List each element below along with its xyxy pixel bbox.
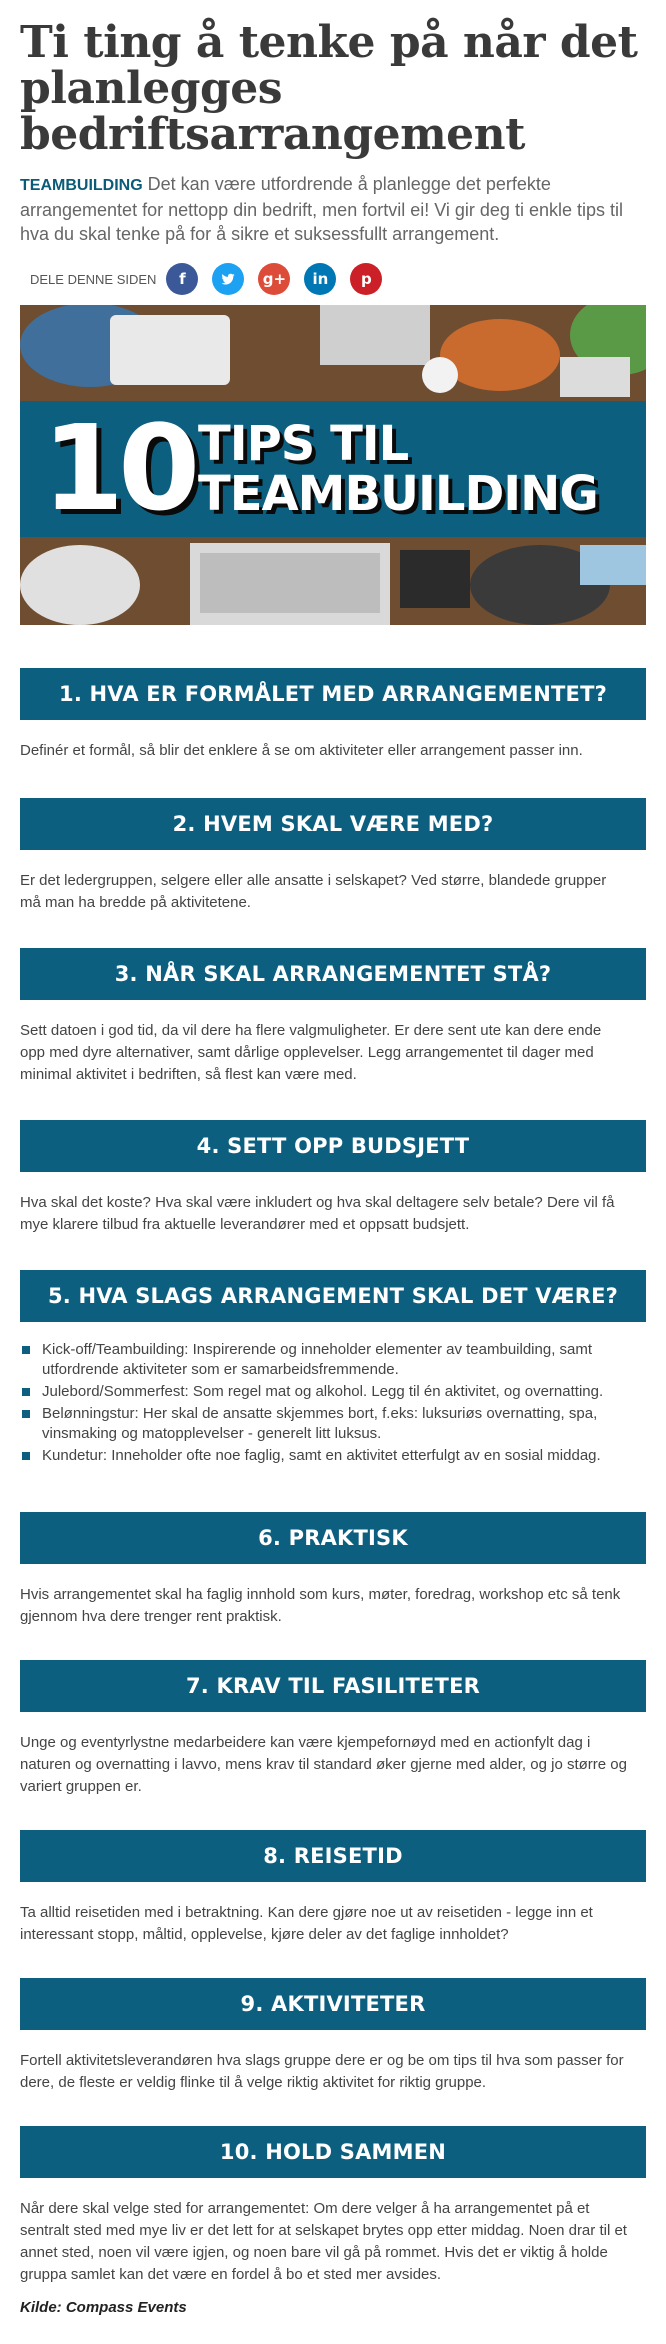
share-label: DELE DENNE SIDEN	[30, 271, 157, 287]
section-text: Hvis arrangementet skal ha faglig innhold som kurs, møter, foredrag, workshop etc så tenk gjennom hva dere trenger rent praktisk.	[20, 1586, 621, 1625]
tip-section-7	[20, 1660, 646, 1798]
list-item: Kundetur: Inneholder ofte noe faglig, samt en aktivitet etterfulgt av en sosial middag.	[20, 1446, 630, 1466]
tip-section-4	[20, 1120, 646, 1236]
bullet-square-icon	[22, 1388, 30, 1396]
section-text: Unge og eventyrlystne medarbeidere kan være kjempefornøyd med en actionfylt dag i naturen og overnatting i lavvo, mens krav til standard øker gjerne med alder, og jo større og variert gruppen er.	[20, 1734, 627, 1795]
tip-section-9	[20, 1978, 646, 2094]
bullet-square-icon	[22, 1410, 30, 1418]
list-item: Belønningstur: Her skal de ansatte skjemmes bort, f.eks: luksuriøs overnatting, spa, vinsmaking og matopplevelser - generelt litt luksus.	[20, 1404, 630, 1444]
tip-section-3	[20, 948, 646, 1086]
category-tag[interactable]: TEAMBUILDING	[20, 177, 143, 194]
pinterest-icon: p	[361, 270, 372, 288]
page-title: Ti ting å tenke på når det planlegges bedriftsarrangement	[20, 17, 638, 160]
section-text: Når dere skal velge sted for arrangementet: Om dere velger å ha arrangementet på et sentralt sted med mye liv er det lett for at selskapet brytes opp etter middag. Noen drar til et annet sted, noen vil være igjen, og noen bare vil gå på rommet. Hvis det er viktig å holde gruppa samlet kan det være en fordel å bo et sted mer avsides.	[20, 2200, 627, 2283]
linkedin-icon: in	[312, 270, 329, 288]
tip-section-10	[20, 2126, 646, 2286]
hero-image	[20, 305, 646, 625]
pinterest-share-button[interactable]	[350, 263, 382, 295]
share-bar	[20, 262, 396, 296]
section-heading: 3. NÅR SKAL ARRANGEMENTET STÅ?	[20, 948, 646, 1000]
section-heading: 4. SETT OPP BUDSJETT	[20, 1120, 646, 1172]
linkedin-share-button[interactable]	[304, 263, 336, 295]
facebook-icon: f	[179, 270, 186, 288]
section-heading: 5. HVA SLAGS ARRANGEMENT SKAL DET VÆRE?	[20, 1270, 646, 1322]
section-heading: 1. HVA ER FORMÅLET MED ARRANGEMENTET?	[20, 668, 646, 720]
google-plus-icon: g+	[262, 270, 287, 288]
section-text: Definér et formål, så blir det enklere å se om aktiviteter eller arrangement passer inn.	[20, 742, 583, 759]
section-text: Er det ledergruppen, selgere eller alle ansatte i selskapet? Ved større, blandede grupper må man ha bredde på aktivitetene.	[20, 872, 607, 911]
section-text: Hva skal det koste? Hva skal være inkludert og hva skal deltagere selv betale? Dere vil få mye klarere tilbud fra aktuelle leverandører med et oppsatt budsjett.	[20, 1194, 615, 1233]
section-heading: 8. REISETID	[20, 1830, 646, 1882]
tip-section-1	[20, 668, 646, 762]
twitter-share-button[interactable]	[212, 263, 244, 295]
tip-section-6	[20, 1512, 646, 1628]
hero-line-1: TIPS TIL	[198, 416, 409, 472]
bullet-square-icon	[22, 1452, 30, 1460]
section-heading: 9. AKTIVITETER	[20, 1978, 646, 2030]
hero-number: 10	[42, 399, 195, 537]
arrangement-type-list	[20, 1340, 630, 1466]
intro-paragraph	[20, 172, 640, 246]
tip-section-5	[20, 1270, 646, 1468]
section-text: Fortell aktivitetsleverandøren hva slags gruppe dere er og be om tips til hva som passer for dere, de fleste er veldig flinke til å velge riktig aktivitet for riktig gruppe.	[20, 2052, 624, 2091]
section-heading: 10. HOLD SAMMEN	[20, 2126, 646, 2178]
section-heading: 7. KRAV TIL FASILITETER	[20, 1660, 646, 1712]
list-item: Julebord/Sommerfest: Som regel mat og alkohol. Legg til én aktivitet, og overnatting.	[20, 1382, 630, 1402]
bullet-square-icon	[22, 1346, 30, 1354]
section-heading: 6. PRAKTISK	[20, 1512, 646, 1564]
list-item: Kick-off/Teambuilding: Inspirerende og inneholder elementer av teambuilding, samt utfordrende aktiviteter som er samarbeidsfremmende.	[20, 1340, 630, 1380]
section-text: Ta alltid reisetiden med i betraktning. Kan dere gjøre noe ut av reisetiden - legge inn et interessant stopp, måltid, opplevelse, kjøre deler av det faglige innholdet?	[20, 1904, 593, 1943]
section-heading: 2. HVEM SKAL VÆRE MED?	[20, 798, 646, 850]
google-plus-share-button[interactable]	[258, 263, 290, 295]
tip-section-2	[20, 798, 646, 914]
intro-text: Det kan være utfordrende å planlegge det perfekte arrangementet for nettopp din bedrift, men fortvil ei! Vi gir deg ti enkle tips til hva du skal tenke på for å sikre et suksessfullt arrangement.	[20, 174, 623, 244]
tip-section-8	[20, 1830, 646, 1946]
hero-line-2: TEAMBUILDING	[198, 466, 598, 522]
twitter-icon	[220, 271, 236, 287]
facebook-share-button[interactable]	[166, 263, 198, 295]
source-credit: Kilde: Compass Events	[20, 2299, 187, 2316]
section-text: Sett datoen i god tid, da vil dere ha flere valgmuligheter. Er dere sent ute kan dere ende opp med dyre alternativer, samt dårlige opplevelser. Legg arrangementet til dager med minimal aktivitet i bedriften, så flest kan være med.	[20, 1022, 602, 1083]
